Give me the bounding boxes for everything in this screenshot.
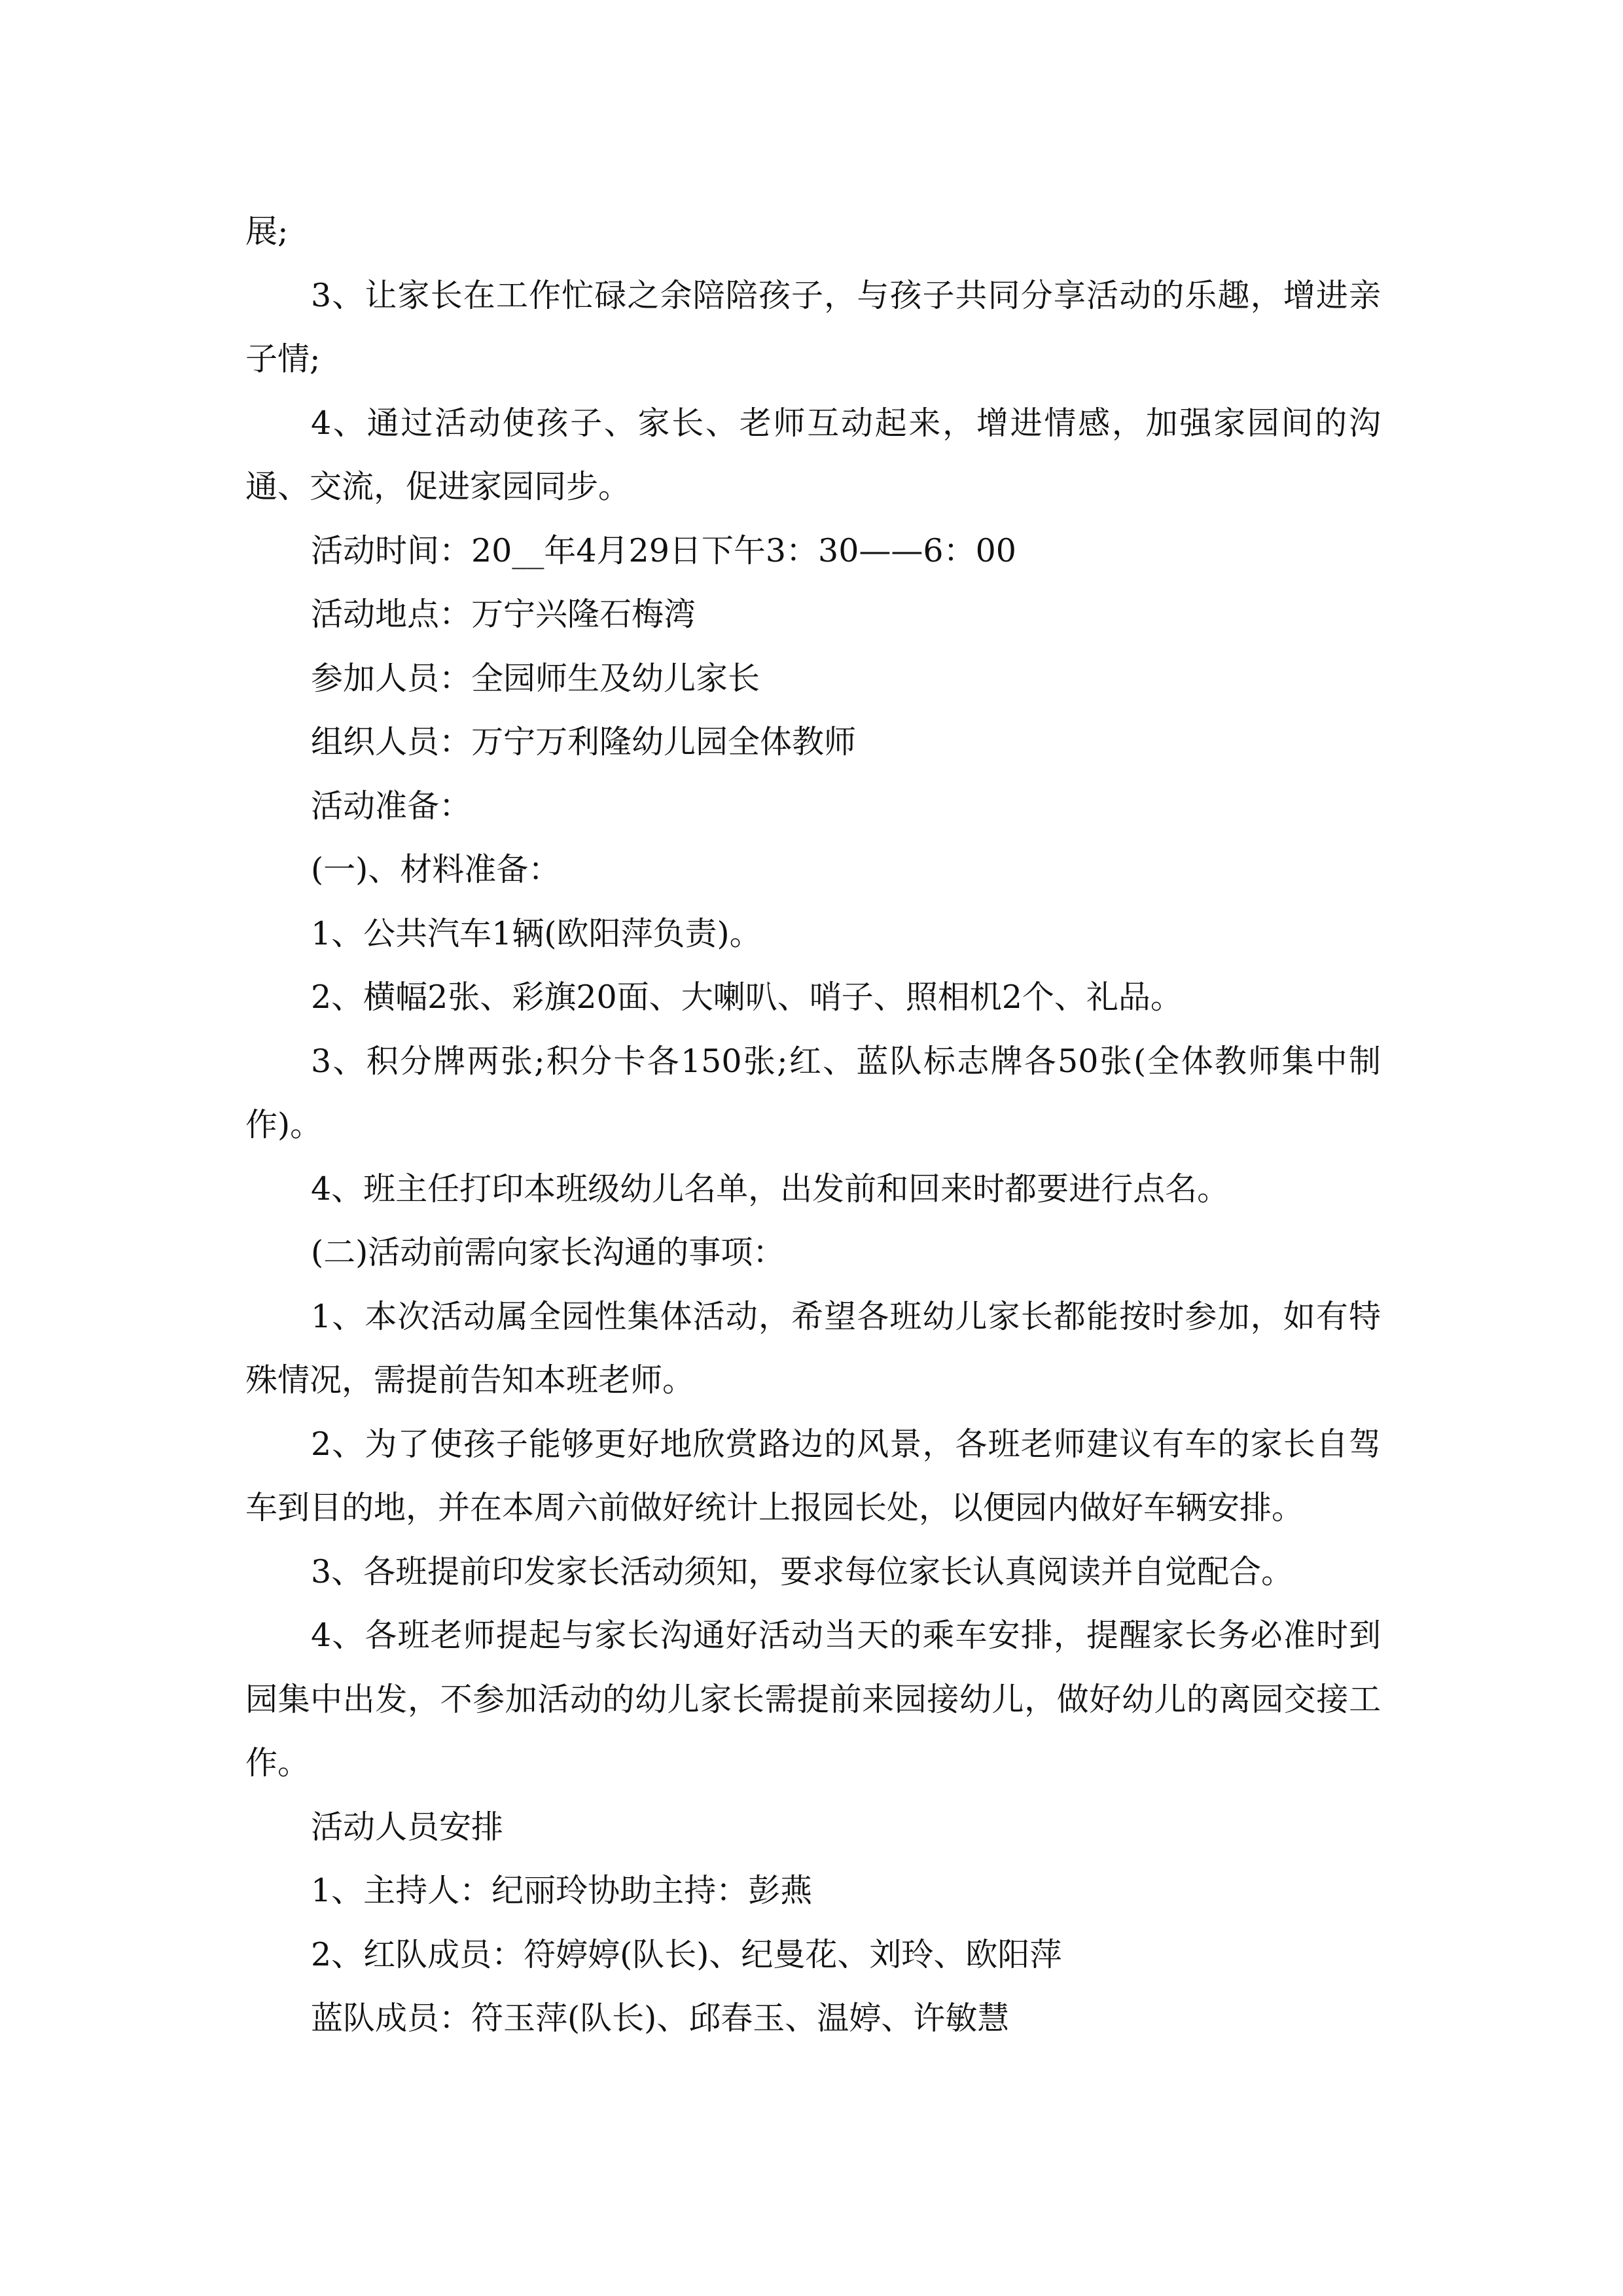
paragraph-activity-location: 活动地点：万宁兴隆石梅湾	[311, 596, 696, 633]
paragraph: 1、公共汽车1辆(欧阳萍负责)。	[311, 914, 762, 952]
section-heading: 活动准备：	[311, 787, 472, 825]
subsection-heading: (一)、材料准备：	[311, 851, 561, 888]
paragraph: 2、横幅2张、彩旗20面、大喇叭、哨子、照相机2个、礼品。	[311, 978, 1183, 1016]
paragraph: 蓝队成员：符玉萍(队长)、邱春玉、温婷、许敏慧	[311, 2000, 1010, 2037]
paragraph: 2、红队成员：符婷婷(队长)、纪曼花、刘玲、欧阳萍	[311, 1935, 1062, 1973]
paragraph: 4、班主任打印本班级幼儿名单，出发前和回来时都要进行点名。	[311, 1170, 1230, 1208]
subsection-heading: (二)活动前需向家长沟通的事项：	[311, 1234, 785, 1271]
paragraph: 2、为了使孩子能够更好地欣赏路边的风景，各班老师建议有车的家长自驾车到目的地，并在本周六前做好统计上报园长处，以便园内做好车辆安排。	[245, 1425, 1381, 1526]
paragraph: 3、积分牌两张;积分卡各150张;红、蓝队标志牌各50张(全体教师集中制作)。	[245, 1042, 1381, 1143]
paragraph: 4、通过活动使孩子、家长、老师互动起来，增进情感，加强家园间的沟通、交流，促进家园同步。	[245, 404, 1381, 505]
paragraph: 展;	[245, 213, 289, 250]
paragraph: 3、各班提前印发家长活动须知，要求每位家长认真阅读并自觉配合。	[311, 1552, 1294, 1590]
paragraph: 4、各班老师提起与家长沟通好活动当天的乘车安排，提醒家长务必准时到园集中出发，不参加活动的幼儿家长需提前来园接幼儿，做好幼儿的离园交接工作。	[245, 1617, 1381, 1782]
section-heading: 活动人员安排	[311, 1808, 504, 1846]
paragraph: 1、本次活动属全园性集体活动，希望各班幼儿家长都能按时参加，如有特殊情况，需提前告知本班老师。	[245, 1297, 1381, 1399]
paragraph-participants: 参加人员：全园师生及幼儿家长	[311, 659, 760, 697]
paragraph: 3、让家长在工作忙碌之余陪陪孩子，与孩子共同分享活动的乐趣，增进亲子情;	[245, 276, 1381, 378]
document-body	[245, 200, 1381, 2051]
paragraph-activity-time: 活动时间：20__年4月29日下午3：30——6：00	[311, 531, 1016, 569]
paragraph: 1、主持人：纪丽玲协助主持：彭燕	[311, 1872, 813, 1909]
paragraph-organizers: 组织人员：万宁万利隆幼儿园全体教师	[311, 723, 857, 761]
